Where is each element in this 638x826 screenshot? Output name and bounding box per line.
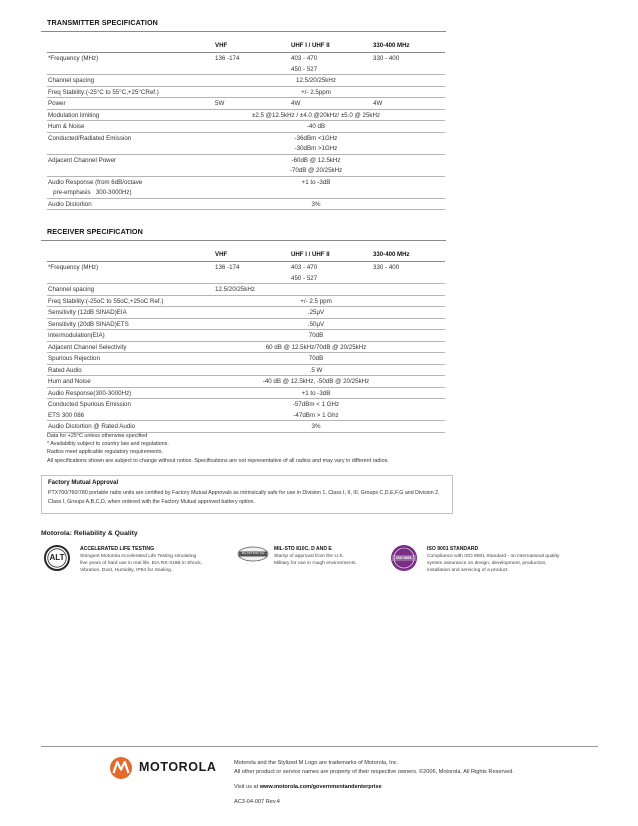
spec-cell: 136 -174 xyxy=(215,55,240,62)
notes xyxy=(47,432,467,465)
spec-label: Conducted Spurious Emission xyxy=(48,401,131,408)
spec-row xyxy=(47,296,445,308)
spec-row xyxy=(47,75,445,87)
spec-cell: 136 -174 xyxy=(215,264,240,271)
spec-row xyxy=(47,365,445,377)
trademark-line-1: Motorola and the Stylized M Logo are trademarks of Motorola, Inc. xyxy=(234,760,399,766)
spec-value: -40 dB @ 12.5kHz, -50dB @ 20/25kHz xyxy=(262,378,370,385)
spec-label: Intermodulation(EIA) xyxy=(48,332,105,339)
spec-label: Hum and Noise xyxy=(48,378,91,385)
quality-item-line: Compliance with ISO 9001 Standard - on international quality xyxy=(427,554,560,559)
spec-row xyxy=(47,319,445,331)
quality-item-iso xyxy=(427,546,617,575)
spec-cell: 12.5/20/25kHz xyxy=(215,286,255,293)
quality-item-line: system assurance on design, development, production, xyxy=(427,560,547,566)
note-line: Radios meet applicable regulatory requirements. xyxy=(47,449,163,456)
spec-value: +/- 2.5ppm xyxy=(301,88,331,96)
spec-cell: Channel spacing xyxy=(48,286,95,293)
factory-mutual-title: Factory Mutual Approval xyxy=(48,480,119,486)
spec-label: Hum & Noise xyxy=(48,123,85,130)
spec-value: .5 W xyxy=(309,366,323,374)
footer-divider xyxy=(41,746,598,747)
transmitter-table xyxy=(47,42,445,210)
spec-row xyxy=(47,399,445,421)
spec-cell: 330 - 400 xyxy=(373,55,400,62)
receiver-title: RECEIVER SPECIFICATION xyxy=(47,227,143,236)
spec-label: Channel spacing xyxy=(48,77,95,84)
quality-item-title: MIL-STD 810C, D AND E xyxy=(274,546,332,552)
spec-value: ±2.5 @12.5kHz / ±4.0 @20kHz/ ±5.0 @ 25kHz xyxy=(251,111,381,119)
note-line: All specifications shown are subject to change without notice. Specifications are not representative of all radios and may vary in different radios. xyxy=(47,457,389,464)
iso-badge-label: ISO 9001 xyxy=(396,555,412,560)
alt-badge-icon xyxy=(44,545,70,571)
quality-item-line: installation and servicing of a product. xyxy=(427,567,509,573)
spec-cell: 4W xyxy=(373,100,383,107)
spec-cell: *Frequency (MHz) xyxy=(48,55,99,62)
spec-label: Audio Response(300-3000Hz) xyxy=(48,389,132,397)
factory-mutual-text: PTX700/760/780 portable radio units are certified by Factory Mutual Approvals as intrinsically safe for use in Division 1, Class I, II, III, Groups C,D,E,F,G and Division 2, Class I, Groups A,B,C,D, when ordered with the Factory Mutual approved battery option. xyxy=(48,490,440,505)
spec-value: +/- 2.5 ppm xyxy=(300,297,332,305)
motorola-wordmark: MOTOROLA xyxy=(139,760,217,774)
quality-item-line: Stamp of approval from the U.S. xyxy=(274,554,344,559)
spec-value: -40 dB xyxy=(306,123,326,130)
spec-row xyxy=(47,262,445,284)
header-uhf: UHF I / UHF II xyxy=(291,42,330,49)
spec-row xyxy=(47,421,445,433)
motorola-m-icon xyxy=(109,756,133,780)
factory-mutual-box xyxy=(41,475,453,514)
spec-value: -60dB @ 12.5kHz xyxy=(291,156,341,164)
visit-prefix: Visit us at xyxy=(234,784,260,790)
spec-cell: 403 - 470 xyxy=(291,264,318,271)
spec-label: Audio Response (from 6dB/octave xyxy=(48,178,143,186)
spec-row xyxy=(47,53,445,75)
spec-label: Audio Distortion @ Rated Audio xyxy=(48,423,136,430)
note-line: * Availability subject to country law and regulations. xyxy=(47,441,169,448)
spec-label: Adjacent Channel Power xyxy=(48,156,117,164)
quality-item-line: Military for use in rough environments. xyxy=(274,560,357,566)
visit-line xyxy=(234,784,382,790)
spec-row xyxy=(47,121,445,133)
mil-std-badge-label: MIL-STD 810C D E xyxy=(241,551,265,555)
spec-value: -36dBm <1GHz xyxy=(294,134,338,142)
spec-label: Audio Distortion xyxy=(48,200,92,208)
mil-std-badge-icon xyxy=(237,546,269,562)
spec-cell: 330 - 400 xyxy=(373,264,400,271)
header-vhf: VHF xyxy=(215,42,228,49)
quality-item-title: ACCELERATED LIFE TESTING xyxy=(80,546,155,552)
website-link[interactable]: www.motorola.com/governmentandenterprise xyxy=(259,784,382,790)
spec-value: 3% xyxy=(311,423,321,430)
header-330-400: 330-400 MHz xyxy=(373,42,410,49)
spec-label-continued: ETS 300 086 xyxy=(48,411,85,419)
spec-label: Freq Stability:(-25°C to 55°C,+25°CRef.) xyxy=(48,88,159,96)
spec-value: 70dB xyxy=(308,355,324,362)
spec-value: 3% xyxy=(311,200,321,208)
spec-value: 70dB xyxy=(308,332,324,339)
spec-cell: 450 - 527 xyxy=(291,274,318,282)
header-uhf: UHF I / UHF II xyxy=(291,251,330,258)
alt-badge-label: ALT xyxy=(49,553,65,562)
spec-row xyxy=(47,307,445,319)
spec-cell: Power xyxy=(48,100,66,107)
note-line: Data for +25°C unless otherwise specified xyxy=(47,433,148,439)
spec-row xyxy=(47,342,445,354)
spec-label: Sensitivity (12dB SINAD)EIA xyxy=(48,309,127,316)
spec-row xyxy=(47,133,445,155)
spec-value: .25μV xyxy=(307,309,325,316)
receiver-header-row xyxy=(47,251,445,262)
spec-value: +1 to -3dB xyxy=(301,389,331,397)
spec-cell: 450 - 527 xyxy=(291,65,318,73)
spec-value: .50μV xyxy=(307,320,325,328)
transmitter-title-rule xyxy=(41,31,446,32)
spec-row xyxy=(47,177,445,199)
spec-row xyxy=(47,155,445,177)
iso-9001-badge-icon xyxy=(390,544,418,572)
spec-label: Adjacent Channel Selectivity xyxy=(48,343,127,351)
motorola-logo xyxy=(109,756,229,780)
spec-label: Freq Stability:(-25oC to 55oC,+25oC Ref.) xyxy=(48,297,164,305)
spec-cell: 403 - 470 xyxy=(291,55,318,62)
spec-value: -30dBm >1GHz xyxy=(294,145,338,152)
quality-item-line: Stringent Motorola Accelerated Life Testing simulating xyxy=(80,554,197,559)
quality-title: Motorola: Reliability & Quality xyxy=(41,530,138,537)
spec-label: Spurious Rejection xyxy=(48,355,100,362)
spec-value: +1 to -3dB xyxy=(301,178,331,186)
spec-label-continued: pre-emphasis 300-3000Hz) xyxy=(48,189,132,196)
spec-cell: 4W xyxy=(291,100,301,107)
trademark-line-2: All other product or service names are property of their respective owners. ©2006, Motorola. All Rights Reserved. xyxy=(234,769,514,775)
spec-value: -47dBm > 1 Ghz xyxy=(293,411,339,419)
spec-row xyxy=(47,199,445,211)
spec-label: Conducted/Radiated Emission xyxy=(48,134,132,142)
spec-value: 12.5/20/25kHz xyxy=(296,77,336,84)
transmitter-title: TRANSMITTER SPECIFICATION xyxy=(47,18,158,27)
spec-row xyxy=(47,376,445,388)
spec-value: -57dBm < 1 GHz xyxy=(292,401,340,408)
spec-row xyxy=(47,110,445,122)
spec-row xyxy=(47,353,445,365)
quality-item-title: ISO 9001 STANDARD xyxy=(427,546,479,552)
quality-item-line: Vibration, Dust, Humidity, IP54 for Sealing. xyxy=(80,567,173,573)
header-330-400: 330-400 MHz xyxy=(373,251,410,258)
spec-cell: 5W xyxy=(215,100,225,107)
spec-label: Rated Audio xyxy=(48,366,82,374)
spec-row xyxy=(47,388,445,400)
spec-label: Modulation limiting xyxy=(48,111,100,119)
receiver-title-rule xyxy=(41,240,446,241)
spec-value: -70dB @ 20/25kHz xyxy=(289,167,343,174)
spec-row xyxy=(47,284,445,296)
spec-value: 60 dB @ 12.5kHz/70dB @ 20/25kHz xyxy=(265,343,367,351)
spec-cell: *Frequency (MHz) xyxy=(48,264,99,271)
spec-row xyxy=(47,98,445,110)
spec-label: Sensitivity (20dB SINAD)ETS xyxy=(48,320,129,328)
quality-item-alt xyxy=(80,546,240,575)
spec-row xyxy=(47,87,445,99)
quality-item-line: five years of hard use in real life. EIA RS-316B in Shock, xyxy=(80,560,203,566)
document-code: AC3-04-007 Rev.4 xyxy=(234,799,280,805)
transmitter-header-row xyxy=(47,42,445,53)
header-vhf: VHF xyxy=(215,251,228,258)
receiver-table xyxy=(47,251,445,433)
spec-row xyxy=(47,330,445,342)
